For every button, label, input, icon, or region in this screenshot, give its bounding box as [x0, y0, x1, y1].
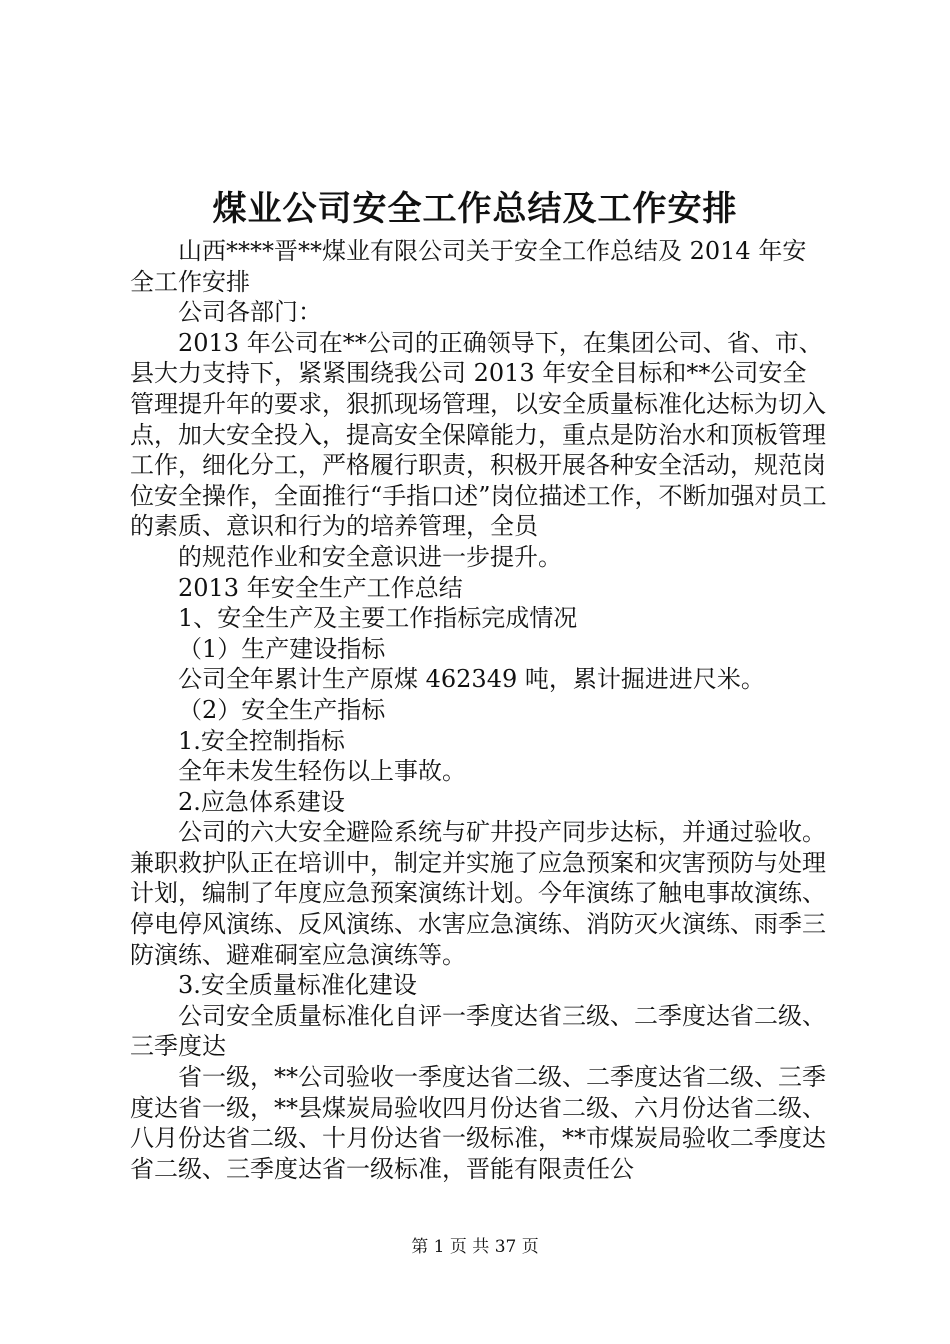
paragraph-standardization: 公司安全质量标准化自评一季度达省三级、二季度达省二级、三季度达 — [130, 1001, 826, 1061]
subheading-production: （1）生产建设指标 — [178, 634, 386, 663]
section-heading-summary: 2013 年安全生产工作总结 — [178, 573, 463, 602]
paragraph-salutation: 公司各部门： — [178, 298, 322, 327]
document-body — [130, 236, 830, 1184]
section-heading-indicators: 1、安全生产及主要工作指标完成情况 — [178, 604, 578, 633]
paragraph-intro: 山西****晋**煤业有限公司关于安全工作总结及 2014 年安全工作安排 — [130, 237, 807, 296]
subheading-safety-control: 1.安全控制指标 — [178, 726, 345, 755]
subheading-standardization: 3.安全质量标准化建设 — [178, 971, 417, 1000]
paragraph-emergency: 公司的六大安全避险系统与矿井投产同步达标，并通过验收。兼职救护队正在培训中，制定并实施了应急预案和灾害预防与处理计划，编制了年度应急预案演练计划。今年演练了触电事故演练、停电停风演练、反风演练、水害应急演练、消防灭火演练、雨季三防演练、避难硐室应急演练等。 — [130, 818, 826, 969]
paragraph-standardization-continued: 省一级，**公司验收一季度达省二级、二季度达省二级、三季度达省一级，**县煤炭局验收四月份达省二级、六月份达省二级、八月份达省二级、十月份达省一级标准，**市煤炭局验收二季度达省二级、三季度达省一级标准，晋能有限责任公 — [130, 1063, 826, 1183]
paragraph-overview-continued: 的规范作业和安全意识进一步提升。 — [178, 542, 562, 571]
paragraph-overview: 2013 年公司在**公司的正确领导下，在集团公司、省、市、县大力支持下，紧紧围绕我公司 2013 年安全目标和**公司安全管理提升年的要求，狠抓现场管理，以安全质量标准化达标为切入点，加大安全投入，提高安全保障能力，重点是防治水和顶板管理工作，细化分工，严格履行职责，积极开展各种安全活动，规范岗位安全操作，全面推行“手指口述”岗位描述工作，不断加强对员工的素质、意识和行为的培养管理，全员 — [130, 328, 827, 541]
subheading-safety: （2）安全生产指标 — [178, 695, 386, 724]
document-title: 煤业公司安全工作总结及工作安排 — [212, 189, 738, 229]
paragraph-safety-control: 全年未发生轻伤以上事故。 — [178, 757, 466, 786]
page-footer: 第 1 页 共 37 页 — [411, 1237, 539, 1257]
subheading-emergency: 2.应急体系建设 — [178, 787, 345, 816]
paragraph-production: 公司全年累计生产原煤 462349 吨，累计掘进进尺米。 — [178, 665, 765, 694]
